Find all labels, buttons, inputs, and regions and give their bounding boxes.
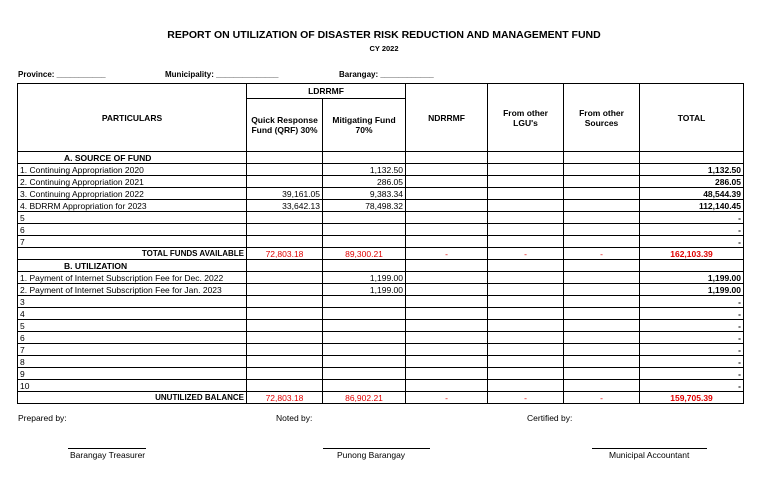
total-cell: 1,132.50 <box>640 164 744 176</box>
other-lgu-cell <box>488 164 564 176</box>
total-cell: - <box>640 368 744 380</box>
mitigating-cell: 1,199.00 <box>323 284 406 296</box>
particulars-header: PARTICULARS <box>18 84 247 152</box>
mitigating-cell <box>323 380 406 392</box>
ndrrmf-cell <box>406 344 488 356</box>
other-sources-header: From other Sources <box>564 84 640 152</box>
other-lgu-cell <box>488 296 564 308</box>
mitigating-header: Mitigating Fund 70% <box>323 99 406 152</box>
table-row <box>18 176 744 188</box>
ndrrmf-cell <box>406 188 488 200</box>
ndrrmf-cell <box>406 332 488 344</box>
other-lgu-cell <box>488 356 564 368</box>
qrf-cell: 39,161.05 <box>247 188 323 200</box>
table-row <box>18 320 744 332</box>
total-cell: - <box>640 380 744 392</box>
table-row <box>18 332 744 344</box>
mitigating-cell <box>323 236 406 248</box>
total-cell: 286.05 <box>640 176 744 188</box>
total-cell: 1,199.00 <box>640 272 744 284</box>
qrf-cell <box>247 332 323 344</box>
qrf-cell: 33,642.13 <box>247 200 323 212</box>
other-lgu-cell <box>488 272 564 284</box>
unutilized-balance-row <box>18 392 744 404</box>
other-lgu-cell <box>488 224 564 236</box>
sig-punong-barangay: Punong Barangay <box>337 450 406 460</box>
table-row <box>18 380 744 392</box>
other-sources-cell <box>564 272 640 284</box>
barangay-field: Barangay: ____________ <box>339 70 434 79</box>
ndrrmf-total: - <box>406 248 488 260</box>
other-sources-cell <box>564 284 640 296</box>
certified-by-label: Certified by: <box>527 413 573 423</box>
other-lgu-cell <box>488 200 564 212</box>
total-cell: 1,199.00 <box>640 284 744 296</box>
utilization-section <box>18 260 744 272</box>
other-sources-total: - <box>564 392 640 404</box>
table-row <box>18 188 744 200</box>
table-row <box>18 224 744 236</box>
empty-cell <box>564 152 640 164</box>
other-lgu-cell <box>488 188 564 200</box>
table-row <box>18 200 744 212</box>
mitigating-cell <box>323 332 406 344</box>
other-lgu-cell <box>488 344 564 356</box>
row-label: 7 <box>18 236 247 248</box>
other-lgu-cell <box>488 284 564 296</box>
qrf-cell <box>247 176 323 188</box>
empty-cell <box>406 260 488 272</box>
other-sources-cell <box>564 308 640 320</box>
ndrrmf-cell <box>406 236 488 248</box>
mitigating-cell: 1,132.50 <box>323 164 406 176</box>
mitigating-cell <box>323 224 406 236</box>
mitigating-cell <box>323 368 406 380</box>
row-label: 5 <box>18 320 247 332</box>
total-funds-available-row-label: TOTAL FUNDS AVAILABLE <box>18 248 247 260</box>
empty-cell <box>247 260 323 272</box>
row-label: 3 <box>18 296 247 308</box>
accountant-signature-line <box>592 448 707 449</box>
prepared-by-label: Prepared by: <box>18 413 67 423</box>
other-sources-cell <box>564 368 640 380</box>
qrf-cell <box>247 272 323 284</box>
qrf-cell <box>247 296 323 308</box>
mitigating-total: 89,300.21 <box>323 248 406 260</box>
row-label: 2. Payment of Internet Subscription Fee for Jan. 2023 <box>18 284 247 296</box>
qrf-cell <box>247 368 323 380</box>
empty-cell <box>323 152 406 164</box>
empty-cell <box>640 152 744 164</box>
other-lgu-cell <box>488 320 564 332</box>
other-lgu-header: From other LGU's <box>488 84 564 152</box>
report-year: CY 2022 <box>369 44 399 53</box>
table-row <box>18 236 744 248</box>
mitigating-cell: 1,199.00 <box>323 272 406 284</box>
row-label: 1. Payment of Internet Subscription Fee for Dec. 2022 <box>18 272 247 284</box>
row-label: 5 <box>18 212 247 224</box>
table-row <box>18 308 744 320</box>
qrf-cell <box>247 320 323 332</box>
table-row <box>18 284 744 296</box>
mitigating-cell <box>323 212 406 224</box>
total-cell: - <box>640 236 744 248</box>
utilization-section-label: B. UTILIZATION <box>18 260 247 272</box>
ndrrmf-cell <box>406 224 488 236</box>
mitigating-cell: 9,383.34 <box>323 188 406 200</box>
empty-cell <box>488 260 564 272</box>
empty-cell <box>406 152 488 164</box>
ndrrmf-cell <box>406 284 488 296</box>
qrf-cell <box>247 164 323 176</box>
municipality-field: Municipality: ______________ <box>165 70 279 79</box>
unutilized-balance-row-label: UNUTILIZED BALANCE <box>18 392 247 404</box>
grand-total: 162,103.39 <box>640 248 744 260</box>
other-lgu-cell <box>488 212 564 224</box>
other-sources-cell <box>564 200 640 212</box>
ndrrmf-cell <box>406 164 488 176</box>
total-cell: - <box>640 356 744 368</box>
ndrrmf-cell <box>406 356 488 368</box>
total-cell: 48,544.39 <box>640 188 744 200</box>
other-lgu-cell <box>488 368 564 380</box>
table-row <box>18 368 744 380</box>
table-row <box>18 356 744 368</box>
qrf-cell <box>247 380 323 392</box>
other-lgu-total: - <box>488 392 564 404</box>
other-sources-cell <box>564 356 640 368</box>
row-label: 2. Continuing Appropriation 2021 <box>18 176 247 188</box>
row-label: 4. BDRRM Appropriation for 2023 <box>18 200 247 212</box>
total-cell: 112,140.45 <box>640 200 744 212</box>
ndrrmf-cell <box>406 380 488 392</box>
qrf-cell <box>247 224 323 236</box>
qrf-cell <box>247 308 323 320</box>
qrf-cell <box>247 236 323 248</box>
empty-cell <box>323 260 406 272</box>
qrf-total: 72,803.18 <box>247 248 323 260</box>
total-cell: - <box>640 332 744 344</box>
source-of-fund-section-label: A. SOURCE OF FUND <box>18 152 247 164</box>
qrf-cell <box>247 356 323 368</box>
mitigating-cell <box>323 356 406 368</box>
qrf-cell <box>247 212 323 224</box>
sig-municipal-accountant: Municipal Accountant <box>609 450 690 460</box>
row-label: 8 <box>18 356 247 368</box>
other-lgu-cell <box>488 380 564 392</box>
treasurer-signature-line <box>68 448 146 449</box>
qrf-cell <box>247 284 323 296</box>
row-label: 10 <box>18 380 247 392</box>
ndrrmf-cell <box>406 320 488 332</box>
noted-by-label: Noted by: <box>276 413 313 423</box>
table-row <box>18 344 744 356</box>
total-funds-available-row <box>18 248 744 260</box>
mitigating-cell <box>323 320 406 332</box>
ndrrmf-total: - <box>406 392 488 404</box>
empty-cell <box>488 152 564 164</box>
row-label: 7 <box>18 344 247 356</box>
other-lgu-cell <box>488 308 564 320</box>
total-cell: - <box>640 320 744 332</box>
row-label: 9 <box>18 368 247 380</box>
other-lgu-cell <box>488 332 564 344</box>
empty-cell <box>247 152 323 164</box>
total-cell: - <box>640 296 744 308</box>
sig-barangay-treasurer: Barangay Treasurer <box>70 450 146 460</box>
ndrrmf-cell <box>406 176 488 188</box>
ndrrmf-cell <box>406 200 488 212</box>
row-label: 3. Continuing Appropriation 2022 <box>18 188 247 200</box>
fund-report-table <box>17 83 744 404</box>
other-sources-total: - <box>564 248 640 260</box>
row-label: 1. Continuing Appropriation 2020 <box>18 164 247 176</box>
mitigating-cell: 78,498.32 <box>323 200 406 212</box>
province-field: Province: ___________ <box>18 70 106 79</box>
table-row <box>18 296 744 308</box>
other-sources-cell <box>564 212 640 224</box>
mitigating-cell <box>323 308 406 320</box>
qrf-total: 72,803.18 <box>247 392 323 404</box>
empty-cell <box>564 260 640 272</box>
table-row <box>18 272 744 284</box>
empty-cell <box>640 260 744 272</box>
other-sources-cell <box>564 332 640 344</box>
qrf-header: Quick Response Fund (QRF) 30% <box>247 99 323 152</box>
mitigating-cell <box>323 296 406 308</box>
other-lgu-total: - <box>488 248 564 260</box>
other-sources-cell <box>564 344 640 356</box>
total-cell: - <box>640 344 744 356</box>
total-cell: - <box>640 224 744 236</box>
total-cell: - <box>640 308 744 320</box>
total-cell: - <box>640 212 744 224</box>
mitigating-total: 86,902.21 <box>323 392 406 404</box>
other-sources-cell <box>564 236 640 248</box>
row-label: 4 <box>18 308 247 320</box>
ndrrmf-cell <box>406 308 488 320</box>
row-label: 6 <box>18 224 247 236</box>
other-sources-cell <box>564 176 640 188</box>
source-of-fund-section <box>18 152 744 164</box>
other-sources-cell <box>564 164 640 176</box>
ndrrmf-cell <box>406 296 488 308</box>
other-sources-cell <box>564 224 640 236</box>
table-row <box>18 212 744 224</box>
ldrrmf-header: LDRRMF <box>247 84 406 99</box>
total-header: TOTAL <box>640 84 744 152</box>
grand-total: 159,705.39 <box>640 392 744 404</box>
report-title: REPORT ON UTILIZATION OF DISASTER RISK REDUCTION AND MANAGEMENT FUND <box>167 29 601 41</box>
other-sources-cell <box>564 188 640 200</box>
qrf-cell <box>247 344 323 356</box>
other-lgu-cell <box>488 236 564 248</box>
table-row <box>18 164 744 176</box>
punong-barangay-signature-line <box>323 448 430 449</box>
ndrrmf-cell <box>406 272 488 284</box>
mitigating-cell: 286.05 <box>323 176 406 188</box>
row-label: 6 <box>18 332 247 344</box>
other-sources-cell <box>564 320 640 332</box>
ndrrmf-cell <box>406 368 488 380</box>
ndrrmf-header: NDRRMF <box>406 84 488 152</box>
mitigating-cell <box>323 344 406 356</box>
other-lgu-cell <box>488 176 564 188</box>
other-sources-cell <box>564 380 640 392</box>
ndrrmf-cell <box>406 212 488 224</box>
other-sources-cell <box>564 296 640 308</box>
